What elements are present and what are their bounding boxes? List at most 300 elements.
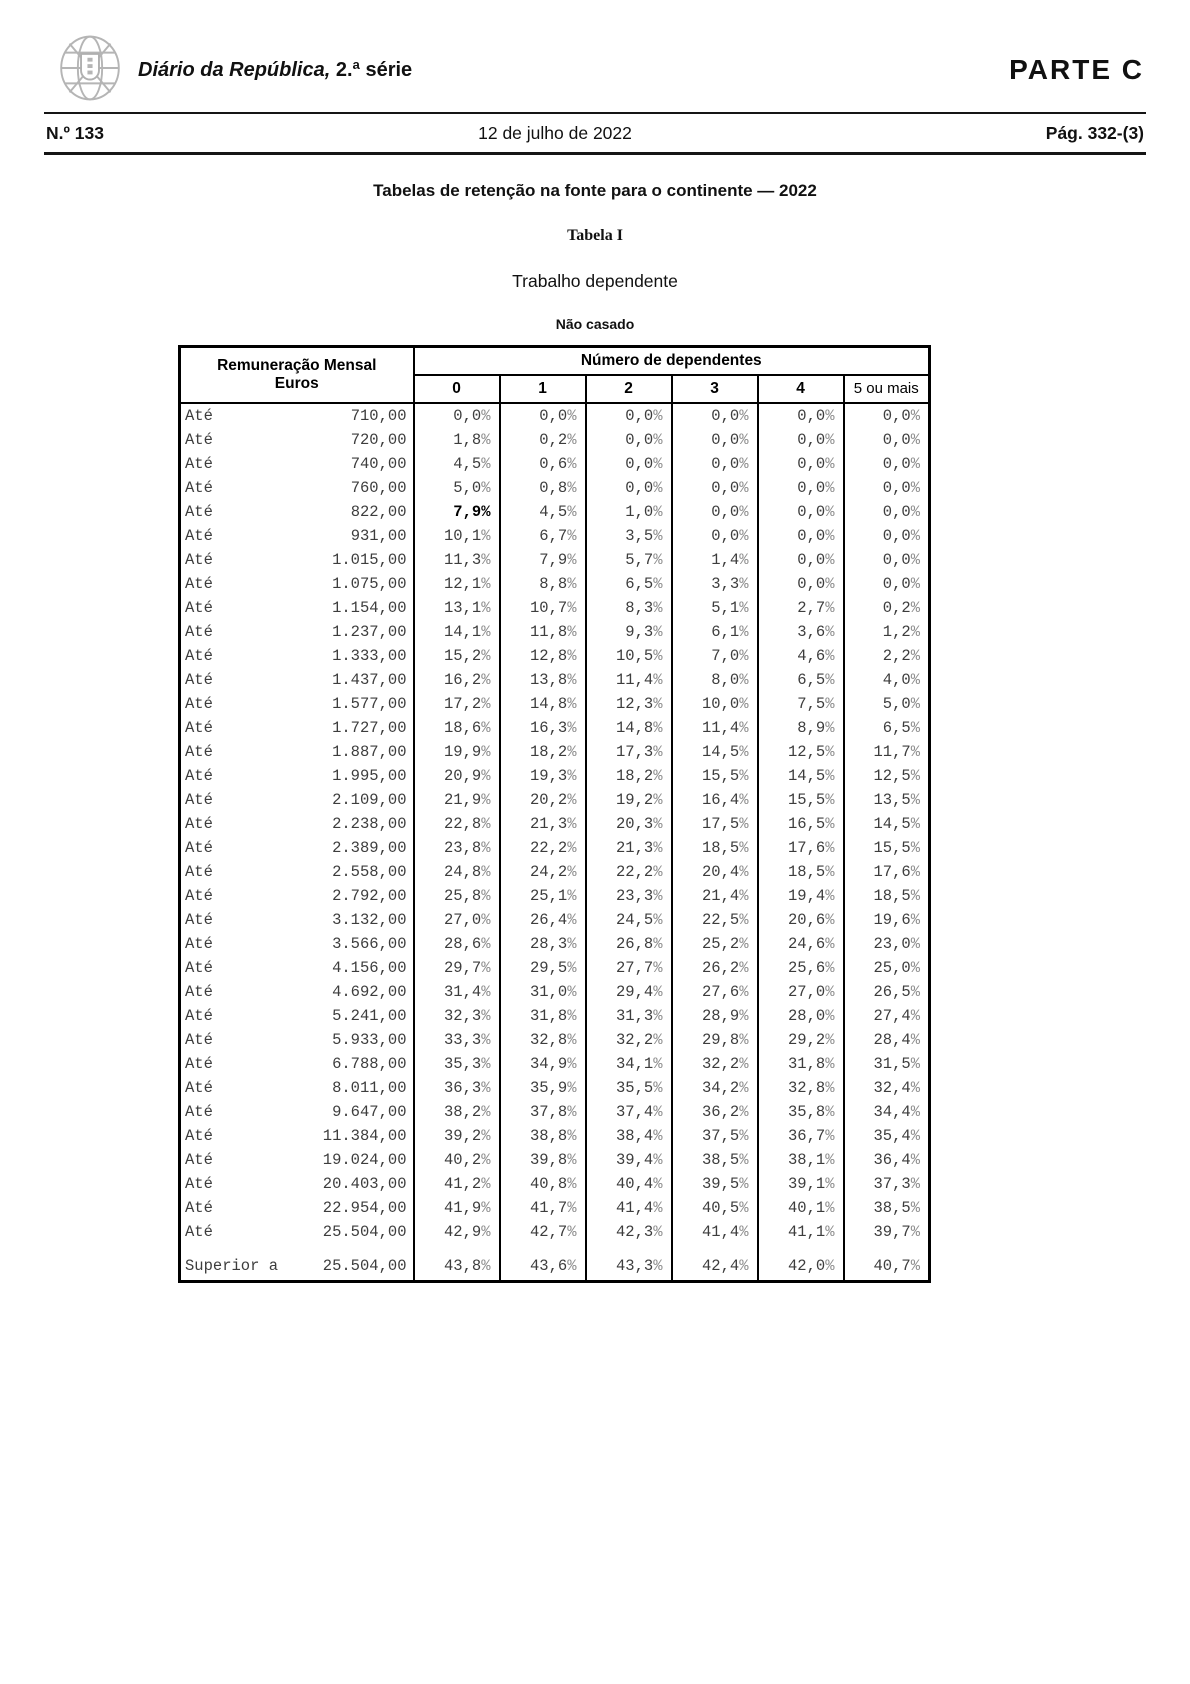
rate-cell: 22,8% bbox=[414, 812, 500, 836]
table-row bbox=[180, 812, 930, 836]
row-limit-label: Até bbox=[185, 503, 213, 521]
percent-sign: % bbox=[910, 767, 920, 785]
rate-cell: 27,0% bbox=[758, 980, 844, 1004]
percent-sign: % bbox=[825, 1175, 835, 1193]
rate-cell: 27,7% bbox=[586, 956, 672, 980]
row-limit-label: Até bbox=[185, 719, 213, 737]
percent-sign: % bbox=[567, 1223, 577, 1241]
percent-sign: % bbox=[481, 935, 491, 953]
rate-cell: 42,3% bbox=[586, 1220, 672, 1244]
table-row bbox=[180, 908, 930, 932]
rate-cell: 14,5% bbox=[758, 764, 844, 788]
table-row bbox=[180, 620, 930, 644]
row-limit-label: Até bbox=[185, 1031, 213, 1049]
rate-cell: 29,4% bbox=[586, 980, 672, 1004]
rate-cell: 42,7% bbox=[500, 1220, 586, 1244]
column-header-dep-4: 4 bbox=[758, 375, 844, 403]
percent-sign: % bbox=[567, 791, 577, 809]
percent-sign: % bbox=[739, 623, 749, 641]
remuneration-cell bbox=[180, 1148, 414, 1172]
rate-cell: 12,8% bbox=[500, 644, 586, 668]
remuneration-cell bbox=[180, 1052, 414, 1076]
table-row bbox=[180, 476, 930, 500]
rate-cell: 4,5% bbox=[414, 452, 500, 476]
percent-sign: % bbox=[653, 1223, 663, 1241]
remuneration-cell bbox=[180, 500, 414, 524]
percent-sign: % bbox=[653, 1257, 663, 1275]
remuneration-cell bbox=[180, 452, 414, 476]
row-limit-label: Até bbox=[185, 839, 213, 857]
row-limit-label: Até bbox=[185, 1127, 213, 1145]
rate-cell: 35,3% bbox=[414, 1052, 500, 1076]
percent-sign: % bbox=[825, 623, 835, 641]
row-limit-label: Até bbox=[185, 1175, 213, 1193]
rate-cell: 2,7% bbox=[758, 596, 844, 620]
percent-sign: % bbox=[910, 527, 920, 545]
rate-cell: 0,0% bbox=[758, 500, 844, 524]
remuneration-cell bbox=[180, 1028, 414, 1052]
rate-cell: 23,0% bbox=[844, 932, 930, 956]
rate-cell: 34,9% bbox=[500, 1052, 586, 1076]
rate-cell: 37,5% bbox=[672, 1124, 758, 1148]
row-amount: 3.566,00 bbox=[332, 935, 407, 953]
rate-cell: 28,0% bbox=[758, 1004, 844, 1028]
percent-sign: % bbox=[739, 503, 749, 521]
percent-sign: % bbox=[825, 695, 835, 713]
percent-sign: % bbox=[567, 455, 577, 473]
journal-title bbox=[138, 59, 412, 82]
percent-sign: % bbox=[739, 455, 749, 473]
rate-cell: 24,2% bbox=[500, 860, 586, 884]
percent-sign: % bbox=[481, 887, 491, 905]
row-limit-label: Até bbox=[185, 1007, 213, 1025]
percent-sign: % bbox=[825, 1103, 835, 1121]
percent-sign: % bbox=[481, 815, 491, 833]
row-limit-label: Superior a bbox=[185, 1257, 279, 1275]
percent-sign: % bbox=[910, 959, 920, 977]
remuneration-cell bbox=[180, 572, 414, 596]
row-amount: 720,00 bbox=[350, 431, 407, 449]
percent-sign: % bbox=[567, 503, 577, 521]
rate-cell: 35,8% bbox=[758, 1100, 844, 1124]
percent-sign: % bbox=[825, 1007, 835, 1025]
percent-sign: % bbox=[653, 743, 663, 761]
row-amount: 20.403,00 bbox=[322, 1175, 407, 1193]
percent-sign: % bbox=[910, 575, 920, 593]
rate-cell: 23,8% bbox=[414, 836, 500, 860]
rate-cell: 1,0% bbox=[586, 500, 672, 524]
percent-sign: % bbox=[567, 695, 577, 713]
rate-cell: 38,5% bbox=[672, 1148, 758, 1172]
row-amount: 710,00 bbox=[350, 407, 407, 425]
rate-cell: 10,7% bbox=[500, 596, 586, 620]
percent-sign: % bbox=[481, 599, 491, 617]
row-limit-label: Até bbox=[185, 431, 213, 449]
remuneration-header-line1: Remuneração Mensal bbox=[217, 357, 377, 375]
percent-sign: % bbox=[481, 455, 491, 473]
rate-cell: 41,4% bbox=[586, 1196, 672, 1220]
percent-sign: % bbox=[567, 1055, 577, 1073]
row-limit-label: Até bbox=[185, 1223, 213, 1241]
percent-sign: % bbox=[825, 527, 835, 545]
table-row bbox=[180, 572, 930, 596]
rate-cell: 36,3% bbox=[414, 1076, 500, 1100]
percent-sign: % bbox=[739, 839, 749, 857]
percent-sign: % bbox=[739, 1007, 749, 1025]
remuneration-cell bbox=[180, 908, 414, 932]
percent-sign: % bbox=[910, 1031, 920, 1049]
percent-sign: % bbox=[739, 407, 749, 425]
rate-cell: 43,8% bbox=[414, 1244, 500, 1282]
percent-sign: % bbox=[910, 455, 920, 473]
masthead-divider-bottom bbox=[44, 152, 1146, 155]
row-amount: 22.954,00 bbox=[322, 1199, 407, 1217]
rate-cell: 34,4% bbox=[844, 1100, 930, 1124]
percent-sign: % bbox=[481, 1007, 491, 1025]
percent-sign: % bbox=[567, 1257, 577, 1275]
row-amount: 25.504,00 bbox=[322, 1223, 407, 1241]
part-label: PARTE C bbox=[1009, 54, 1144, 85]
remuneration-cell bbox=[180, 932, 414, 956]
rate-cell: 39,5% bbox=[672, 1172, 758, 1196]
rate-cell: 22,5% bbox=[672, 908, 758, 932]
row-amount: 822,00 bbox=[350, 503, 407, 521]
row-amount: 2.109,00 bbox=[332, 791, 407, 809]
percent-sign: % bbox=[653, 503, 663, 521]
percent-sign: % bbox=[910, 911, 920, 929]
row-amount: 1.577,00 bbox=[332, 695, 407, 713]
rate-cell: 25,2% bbox=[672, 932, 758, 956]
percent-sign: % bbox=[910, 671, 920, 689]
row-amount: 4.156,00 bbox=[332, 959, 407, 977]
percent-sign: % bbox=[825, 431, 835, 449]
percent-sign: % bbox=[653, 1151, 663, 1169]
row-amount: 760,00 bbox=[350, 479, 407, 497]
remuneration-cell bbox=[180, 980, 414, 1004]
rate-cell: 24,5% bbox=[586, 908, 672, 932]
percent-sign: % bbox=[825, 1257, 835, 1275]
rate-cell: 31,3% bbox=[586, 1004, 672, 1028]
percent-sign: % bbox=[481, 743, 491, 761]
percent-sign: % bbox=[739, 815, 749, 833]
row-limit-label: Até bbox=[185, 1199, 213, 1217]
percent-sign: % bbox=[825, 743, 835, 761]
rate-cell: 15,2% bbox=[414, 644, 500, 668]
rate-cell: 0,0% bbox=[844, 500, 930, 524]
row-limit-label: Até bbox=[185, 815, 213, 833]
percent-sign: % bbox=[910, 1007, 920, 1025]
rate-cell: 21,3% bbox=[500, 812, 586, 836]
remuneration-cell bbox=[180, 1100, 414, 1124]
remuneration-cell bbox=[180, 428, 414, 452]
row-amount: 11.384,00 bbox=[322, 1127, 407, 1145]
rate-cell: 1,4% bbox=[672, 548, 758, 572]
rate-cell: 7,5% bbox=[758, 692, 844, 716]
rate-cell: 11,7% bbox=[844, 740, 930, 764]
rate-cell: 39,4% bbox=[586, 1148, 672, 1172]
meta-row bbox=[0, 114, 1190, 152]
percent-sign: % bbox=[910, 647, 920, 665]
rate-cell: 31,5% bbox=[844, 1052, 930, 1076]
rate-cell: 39,8% bbox=[500, 1148, 586, 1172]
percent-sign: % bbox=[653, 911, 663, 929]
rate-cell: 25,8% bbox=[414, 884, 500, 908]
portugal-coat-of-arms-icon bbox=[58, 33, 122, 108]
percent-sign: % bbox=[567, 1103, 577, 1121]
rate-cell: 4,6% bbox=[758, 644, 844, 668]
table-row bbox=[180, 1172, 930, 1196]
table-row bbox=[180, 788, 930, 812]
percent-sign: % bbox=[481, 431, 491, 449]
rate-cell: 18,2% bbox=[500, 740, 586, 764]
rate-cell: 42,9% bbox=[414, 1220, 500, 1244]
percent-sign: % bbox=[567, 599, 577, 617]
rate-cell: 5,7% bbox=[586, 548, 672, 572]
percent-sign: % bbox=[481, 1175, 491, 1193]
row-limit-label: Até bbox=[185, 791, 213, 809]
rate-cell: 13,8% bbox=[500, 668, 586, 692]
rate-cell: 11,4% bbox=[672, 716, 758, 740]
percent-sign: % bbox=[481, 863, 491, 881]
table-row bbox=[180, 764, 930, 788]
rate-cell: 28,6% bbox=[414, 932, 500, 956]
percent-sign: % bbox=[653, 455, 663, 473]
percent-sign: % bbox=[739, 1175, 749, 1193]
percent-sign: % bbox=[910, 1175, 920, 1193]
rate-cell: 26,8% bbox=[586, 932, 672, 956]
rate-cell: 0,0% bbox=[586, 403, 672, 428]
percent-sign: % bbox=[910, 1223, 920, 1241]
percent-sign: % bbox=[825, 1031, 835, 1049]
rate-cell: 0,0% bbox=[586, 452, 672, 476]
percent-sign: % bbox=[567, 1031, 577, 1049]
row-amount: 1.075,00 bbox=[332, 575, 407, 593]
percent-sign: % bbox=[653, 791, 663, 809]
percent-sign: % bbox=[481, 1031, 491, 1049]
rate-cell: 21,9% bbox=[414, 788, 500, 812]
percent-sign: % bbox=[825, 839, 835, 857]
percent-sign: % bbox=[739, 647, 749, 665]
row-amount: 3.132,00 bbox=[332, 911, 407, 929]
row-amount: 2.792,00 bbox=[332, 887, 407, 905]
row-amount: 1.237,00 bbox=[332, 623, 407, 641]
rate-cell: 19,9% bbox=[414, 740, 500, 764]
row-limit-label: Até bbox=[185, 575, 213, 593]
rate-cell: 11,4% bbox=[586, 668, 672, 692]
percent-sign: % bbox=[567, 983, 577, 1001]
percent-sign: % bbox=[739, 527, 749, 545]
rate-cell: 36,7% bbox=[758, 1124, 844, 1148]
percent-sign: % bbox=[739, 743, 749, 761]
percent-sign: % bbox=[567, 815, 577, 833]
percent-sign: % bbox=[481, 1127, 491, 1145]
row-limit-label: Até bbox=[185, 695, 213, 713]
rate-cell: 25,1% bbox=[500, 884, 586, 908]
row-limit-label: Até bbox=[185, 647, 213, 665]
percent-sign: % bbox=[910, 719, 920, 737]
rate-cell: 41,1% bbox=[758, 1220, 844, 1244]
rate-cell: 19,2% bbox=[586, 788, 672, 812]
rate-cell: 17,6% bbox=[758, 836, 844, 860]
journal-title-series: 2.ª série bbox=[330, 58, 413, 81]
row-limit-label: Até bbox=[185, 911, 213, 929]
rate-cell: 36,2% bbox=[672, 1100, 758, 1124]
percent-sign: % bbox=[653, 887, 663, 905]
table-row bbox=[180, 452, 930, 476]
row-limit-label: Até bbox=[185, 479, 213, 497]
rate-cell: 26,2% bbox=[672, 956, 758, 980]
rate-cell: 12,1% bbox=[414, 572, 500, 596]
rate-cell: 11,8% bbox=[500, 620, 586, 644]
percent-sign: % bbox=[739, 911, 749, 929]
table-row bbox=[180, 956, 930, 980]
row-amount: 5.933,00 bbox=[332, 1031, 407, 1049]
row-amount: 1.437,00 bbox=[332, 671, 407, 689]
rate-cell: 21,4% bbox=[672, 884, 758, 908]
row-amount: 1.015,00 bbox=[332, 551, 407, 569]
row-limit-label: Até bbox=[185, 551, 213, 569]
percent-sign: % bbox=[481, 695, 491, 713]
row-limit-label: Até bbox=[185, 983, 213, 1001]
percent-sign: % bbox=[910, 1257, 920, 1275]
percent-sign: % bbox=[481, 959, 491, 977]
row-limit-label: Até bbox=[185, 1151, 213, 1169]
row-amount: 6.788,00 bbox=[332, 1055, 407, 1073]
rate-cell: 25,6% bbox=[758, 956, 844, 980]
rate-cell: 20,3% bbox=[586, 812, 672, 836]
table-row bbox=[180, 1052, 930, 1076]
row-limit-label: Até bbox=[185, 599, 213, 617]
percent-sign: % bbox=[825, 983, 835, 1001]
remuneration-cell bbox=[180, 1124, 414, 1148]
percent-sign: % bbox=[739, 1127, 749, 1145]
row-limit-label: Até bbox=[185, 455, 213, 473]
rate-cell: 20,6% bbox=[758, 908, 844, 932]
rate-cell: 29,5% bbox=[500, 956, 586, 980]
percent-sign: % bbox=[481, 1103, 491, 1121]
row-amount: 931,00 bbox=[350, 527, 407, 545]
percent-sign: % bbox=[910, 407, 920, 425]
rate-cell: 29,8% bbox=[672, 1028, 758, 1052]
percent-sign: % bbox=[653, 647, 663, 665]
rate-cell: 18,5% bbox=[758, 860, 844, 884]
percent-sign: % bbox=[481, 1199, 491, 1217]
percent-sign: % bbox=[567, 407, 577, 425]
percent-sign: % bbox=[567, 1079, 577, 1097]
row-amount: 740,00 bbox=[350, 455, 407, 473]
table-row bbox=[180, 596, 930, 620]
percent-sign: % bbox=[825, 911, 835, 929]
table-row bbox=[180, 1124, 930, 1148]
rate-cell: 0,0% bbox=[758, 572, 844, 596]
percent-sign: % bbox=[567, 1151, 577, 1169]
percent-sign: % bbox=[567, 671, 577, 689]
rate-cell: 19,3% bbox=[500, 764, 586, 788]
percent-sign: % bbox=[910, 839, 920, 857]
remuneration-cell bbox=[180, 1076, 414, 1100]
percent-sign: % bbox=[739, 1103, 749, 1121]
percent-sign: % bbox=[739, 1151, 749, 1169]
rate-cell: 0,0% bbox=[758, 548, 844, 572]
rate-cell: 28,4% bbox=[844, 1028, 930, 1052]
rate-cell: 39,7% bbox=[844, 1220, 930, 1244]
row-amount: 1.333,00 bbox=[332, 647, 407, 665]
remuneration-cell bbox=[180, 1004, 414, 1028]
rate-cell: 32,8% bbox=[758, 1076, 844, 1100]
percent-sign: % bbox=[481, 1079, 491, 1097]
rate-cell: 41,9% bbox=[414, 1196, 500, 1220]
percent-sign: % bbox=[481, 1151, 491, 1169]
percent-sign: % bbox=[481, 1257, 491, 1275]
rate-cell: 16,4% bbox=[672, 788, 758, 812]
rate-cell: 15,5% bbox=[758, 788, 844, 812]
table-row bbox=[180, 428, 930, 452]
row-limit-label: Até bbox=[185, 1079, 213, 1097]
percent-sign: % bbox=[567, 863, 577, 881]
percent-sign: % bbox=[739, 431, 749, 449]
table-row bbox=[180, 1004, 930, 1028]
percent-sign: % bbox=[653, 1031, 663, 1049]
table-row bbox=[180, 932, 930, 956]
percent-sign: % bbox=[739, 1055, 749, 1073]
rate-cell: 24,8% bbox=[414, 860, 500, 884]
percent-sign: % bbox=[825, 1055, 835, 1073]
percent-sign: % bbox=[910, 695, 920, 713]
rate-cell: 0,8% bbox=[500, 476, 586, 500]
row-amount: 1.154,00 bbox=[332, 599, 407, 617]
rate-cell: 16,3% bbox=[500, 716, 586, 740]
remuneration-cell bbox=[180, 668, 414, 692]
percent-sign: % bbox=[653, 671, 663, 689]
percent-sign: % bbox=[910, 1199, 920, 1217]
rate-cell: 17,5% bbox=[672, 812, 758, 836]
rate-cell: 14,1% bbox=[414, 620, 500, 644]
percent-sign: % bbox=[481, 503, 491, 521]
rate-cell: 38,5% bbox=[844, 1196, 930, 1220]
rate-cell: 38,1% bbox=[758, 1148, 844, 1172]
percent-sign: % bbox=[481, 575, 491, 593]
rate-cell: 38,4% bbox=[586, 1124, 672, 1148]
percent-sign: % bbox=[825, 1199, 835, 1217]
row-amount: 4.692,00 bbox=[332, 983, 407, 1001]
rate-cell: 38,2% bbox=[414, 1100, 500, 1124]
rate-cell: 16,5% bbox=[758, 812, 844, 836]
table-row bbox=[180, 980, 930, 1004]
row-limit-label: Até bbox=[185, 671, 213, 689]
rate-cell: 0,0% bbox=[672, 452, 758, 476]
rate-cell: 10,0% bbox=[672, 692, 758, 716]
rate-cell: 7,0% bbox=[672, 644, 758, 668]
rate-cell: 14,5% bbox=[672, 740, 758, 764]
percent-sign: % bbox=[481, 671, 491, 689]
percent-sign: % bbox=[825, 647, 835, 665]
percent-sign: % bbox=[653, 935, 663, 953]
percent-sign: % bbox=[739, 887, 749, 905]
percent-sign: % bbox=[653, 1127, 663, 1145]
rate-cell: 5,0% bbox=[414, 476, 500, 500]
percent-sign: % bbox=[825, 479, 835, 497]
rate-cell: 32,2% bbox=[586, 1028, 672, 1052]
percent-sign: % bbox=[567, 431, 577, 449]
rate-cell: 29,7% bbox=[414, 956, 500, 980]
table-row bbox=[180, 403, 930, 428]
percent-sign: % bbox=[653, 1079, 663, 1097]
percent-sign: % bbox=[567, 1199, 577, 1217]
row-amount: 1.995,00 bbox=[332, 767, 407, 785]
remuneration-cell bbox=[180, 860, 414, 884]
remuneration-cell bbox=[180, 788, 414, 812]
rate-cell: 27,6% bbox=[672, 980, 758, 1004]
